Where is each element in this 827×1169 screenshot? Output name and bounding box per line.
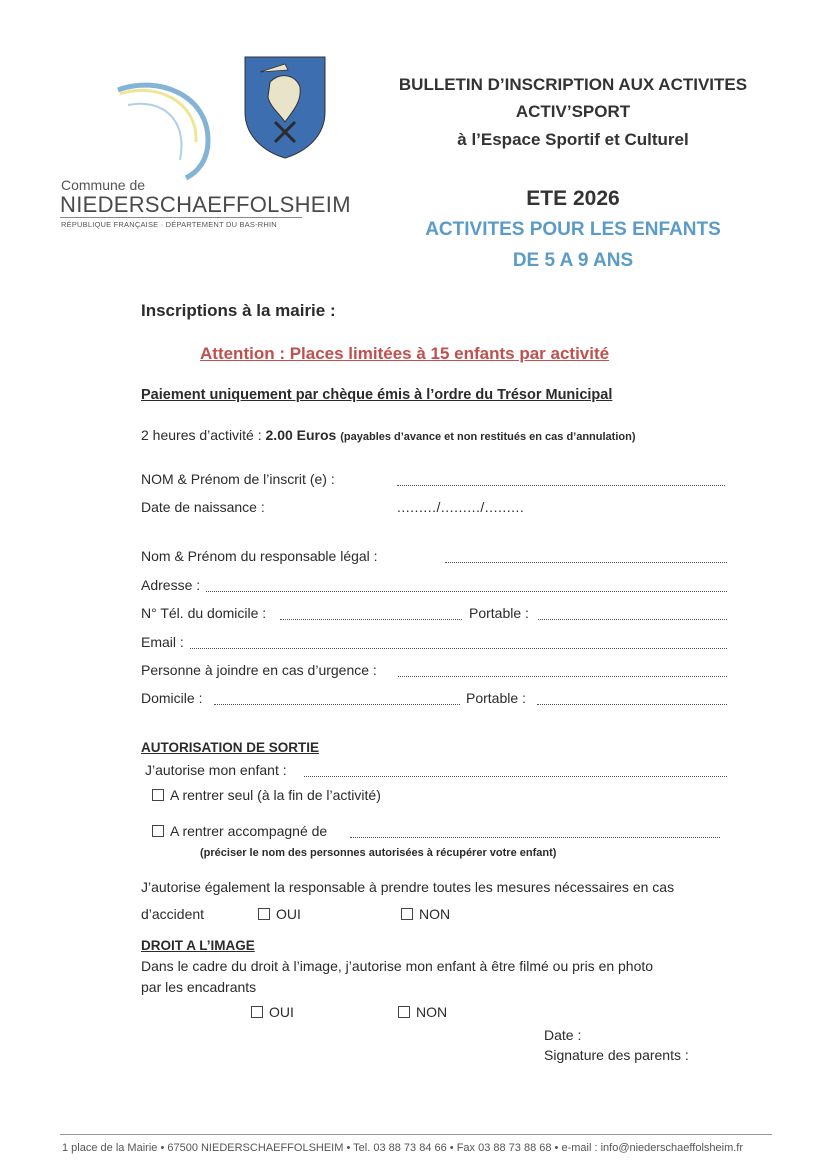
image-yes-label: OUI <box>269 1004 294 1020</box>
exit-heading: AUTORISATION DE SORTIE <box>141 740 320 755</box>
guardian-name-field[interactable] <box>445 551 727 563</box>
payment-notice: Paiement uniquement par chèque émis à l’ordre du Trésor Municipal <box>141 387 613 403</box>
accompanied-note: (préciser le nom des personnes autorisées à récupérer votre enfant) <box>200 847 557 859</box>
price-line <box>141 427 635 443</box>
commune-name: NIEDERSCHAEFFOLSHEIM <box>60 192 351 217</box>
emergency-contact-field[interactable] <box>398 665 727 677</box>
checkbox-alone[interactable] <box>152 789 164 801</box>
home-phone-field[interactable] <box>214 693 460 705</box>
image-rights-heading: DROIT A L’IMAGE <box>141 938 255 953</box>
emergency-no-option[interactable] <box>401 906 450 922</box>
address-field[interactable] <box>206 580 727 592</box>
checkbox-accompanied[interactable] <box>152 825 164 837</box>
exit-option-alone[interactable] <box>152 787 381 803</box>
checkbox-emergency-yes[interactable] <box>258 908 270 920</box>
accompanied-by-field[interactable] <box>350 826 720 838</box>
emergency-yes-label: OUI <box>276 906 301 922</box>
emergency-auth-line2: d’accident <box>141 906 205 922</box>
guardian-name-label: Nom & Prénom du responsable légal : <box>141 548 378 564</box>
mobile-label: Portable : <box>469 605 529 621</box>
birth-date-label: Date de naissance : <box>141 499 265 515</box>
price-prefix: 2 heures d’activité : <box>141 427 266 443</box>
footer-divider <box>60 1134 772 1135</box>
attention-notice: Attention : Places limitées à 15 enfants par activité <box>200 344 610 363</box>
child-name-label: NOM & Prénom de l’inscrit (e) : <box>141 471 335 487</box>
exit-option-alone-label: A rentrer seul (à la fin de l’activité) <box>170 787 381 803</box>
checkbox-emergency-no[interactable] <box>401 908 413 920</box>
emergency-yes-option[interactable] <box>258 906 301 922</box>
image-rights-line2: par les encadrants <box>141 979 257 995</box>
emergency-no-label: NON <box>419 906 451 922</box>
birth-date-field[interactable]: ........./........./......... <box>397 499 525 515</box>
mobile-field[interactable] <box>538 608 727 620</box>
email-field[interactable] <box>190 637 727 649</box>
image-no-label: NON <box>416 1004 448 1020</box>
mobile2-field[interactable] <box>537 693 727 705</box>
venue: à l’Espace Sportif et Culturel <box>457 130 689 149</box>
child-name-field[interactable] <box>397 474 725 486</box>
coat-of-arms-icon <box>240 52 330 162</box>
price-value: 2.00 Euros <box>265 427 337 443</box>
commune-label: Commune de <box>61 177 146 193</box>
swoosh-logo-icon <box>58 50 228 180</box>
exit-authorize-field[interactable] <box>304 765 727 777</box>
season: ETE 2026 <box>526 187 620 210</box>
exit-option-accompanied-label: A rentrer accompagné de <box>170 823 328 839</box>
mobile2-label: Portable : <box>466 690 526 706</box>
footer-contact: 1 place de la Mairie • 67500 NIEDERSCHAEFFOLSHEIM • Tel. 03 88 73 84 66 • Fax 03 88 73 88 68 • e-mail : info@niederschaeffolsheim.fr <box>62 1142 744 1154</box>
inscriptions-heading: Inscriptions à la mairie : <box>141 301 336 320</box>
exit-option-accompanied[interactable] <box>152 823 327 839</box>
checkbox-image-no[interactable] <box>398 1006 410 1018</box>
commune-logo <box>58 50 351 240</box>
program-name: ACTIV’SPORT <box>515 102 631 121</box>
emergency-auth-line1: J’autorise également la responsable à prendre toutes les mesures nécessaires en cas <box>141 879 675 895</box>
image-no-option[interactable] <box>398 1004 447 1020</box>
commune-divider <box>60 217 302 218</box>
image-rights-line1: Dans le cadre du droit à l’image, j’autorise mon enfant à être filmé ou pris en photo <box>141 958 654 974</box>
form-title: BULLETIN D’INSCRIPTION AUX ACTIVITES <box>398 75 748 94</box>
emergency-contact-label: Personne à joindre en cas d’urgence : <box>141 662 377 678</box>
address-label: Adresse : <box>141 577 201 593</box>
phone-label: N° Tél. du domicile : <box>141 605 267 621</box>
date-label: Date : <box>544 1027 582 1043</box>
phone-field[interactable] <box>280 608 462 620</box>
image-yes-option[interactable] <box>251 1004 294 1020</box>
home-phone-label: Domicile : <box>141 690 203 706</box>
exit-authorize-label: J’autorise mon enfant : <box>145 762 287 778</box>
signature-label: Signature des parents : <box>544 1047 689 1063</box>
commune-subtitle: RÉPUBLIQUE FRANÇAISE · DÉPARTEMENT DU BAS-RHIN <box>61 220 277 229</box>
email-label: Email : <box>141 634 184 650</box>
audience-line1: ACTIVITES POUR LES ENFANTS <box>425 219 721 240</box>
audience-line2: DE 5 A 9 ANS <box>512 250 634 271</box>
checkbox-image-yes[interactable] <box>251 1006 263 1018</box>
price-note: (payables d’avance et non restitués en cas d’annulation) <box>340 431 636 443</box>
